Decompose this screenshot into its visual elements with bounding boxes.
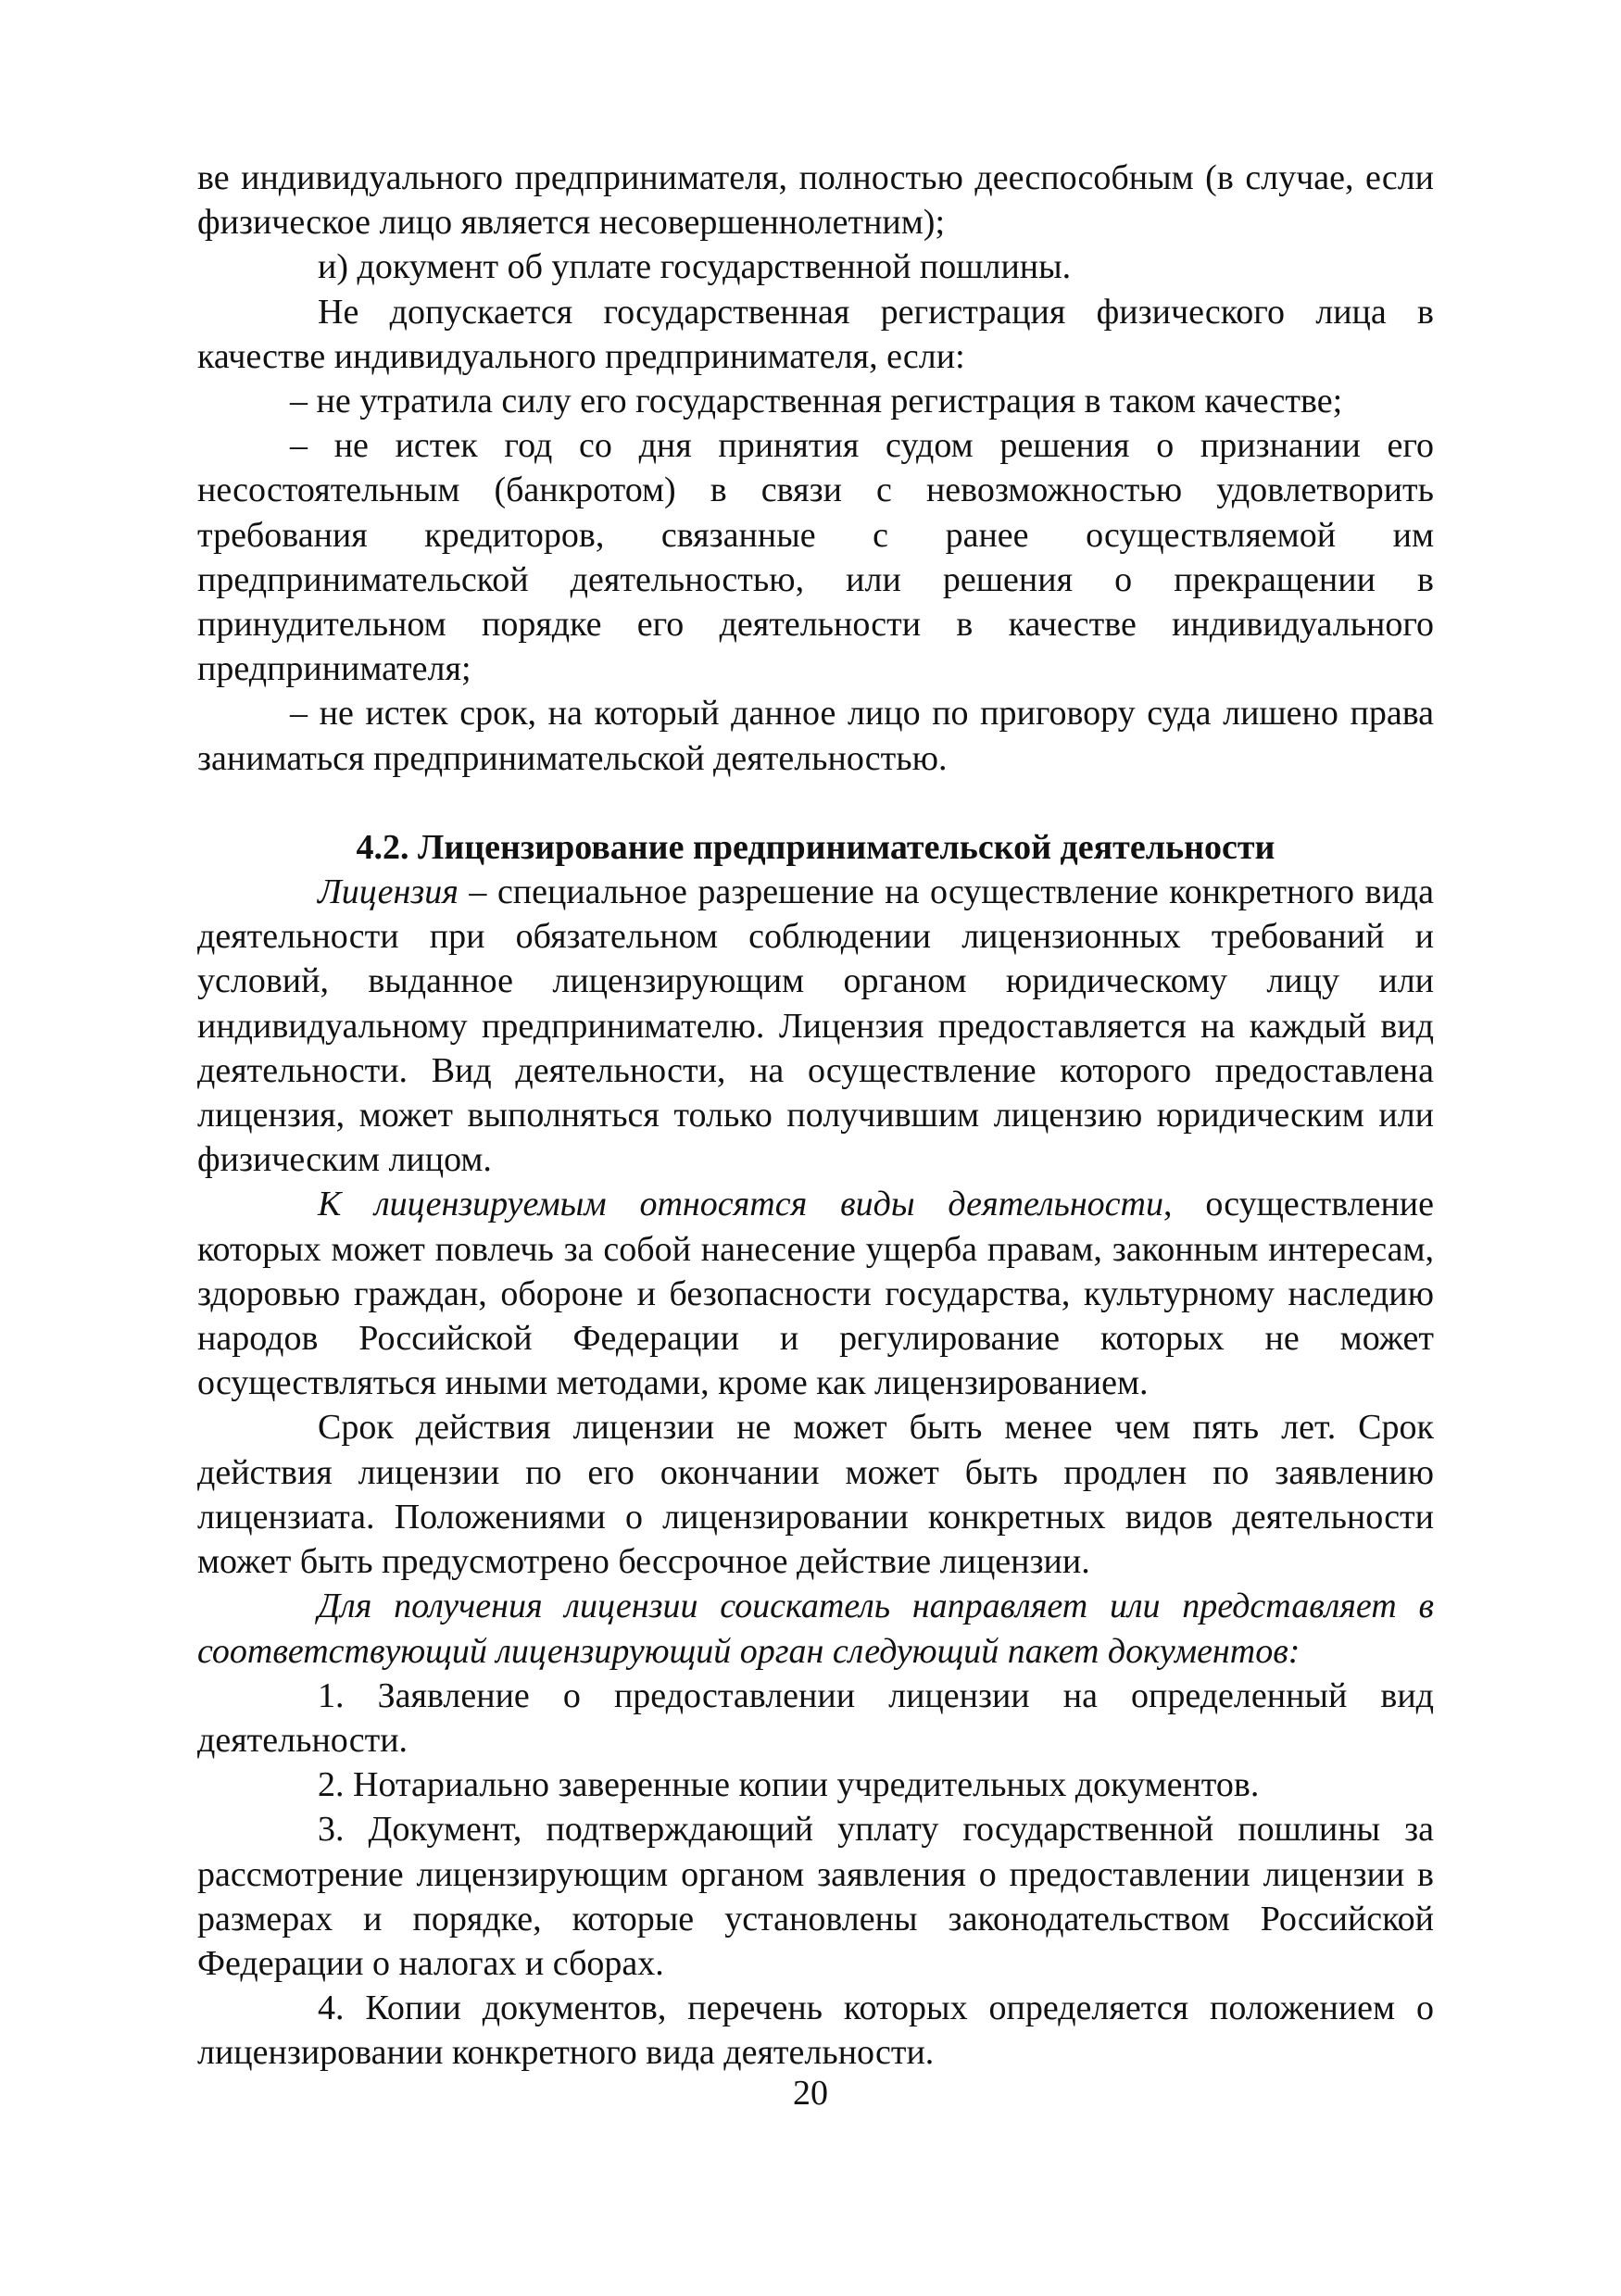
paragraph-licensed-activities — [197, 1182, 1434, 1405]
paragraph-license-definition — [197, 870, 1434, 1182]
paragraph-continuation: ве индивидуального предпринимателя, полностью дееспособным (в случае, если физическое лицо является несовершеннолетним); — [197, 158, 1434, 243]
list-item-i: и) документ об уплате государственной пошлины. — [318, 247, 1072, 287]
document-list-item: 2. Нотариально заверенные копии учредительных документов. — [318, 1765, 1260, 1805]
document-list-item: 4. Копии документов, перечень которых определяется положением о лицензировании конкретного вида деятельности. — [197, 1989, 1434, 2073]
paragraph-license-term: Срок действия лицензии не может быть менее чем пять лет. Срок действия лицензии по его окончании может быть продлен по заявлению лицензиата. Положениями о лицензировании конкретных видов деятельности может быть предусмотрено бессрочное действие лицензии. — [197, 1408, 1434, 1582]
license-definition-text: – специальное разрешение на осуществление конкретного вида деятельности при обязательном соблюдении лицензионных требований и условий, выданное лицензирующим органом юридическому лицу или индивидуальному предпринимателю. Лицензия предоставляется на каждый вид деятельности. Вид деятельности, на осуществление которого предоставлена лицензия, может выполняться только получившим лицензию юридическим или физическим лицом. — [197, 872, 1434, 1180]
page-number: 20 — [793, 2074, 828, 2113]
term-license: Лицензия — [318, 872, 459, 912]
paragraph-registration-restriction: Не допускается государственная регистрация физического лица в качестве индивидуального предпринимателя, если: — [197, 292, 1434, 376]
dash-item-2: – не истек год со дня принятия судом решения о признании его несостоятельным (банкротом) в связи с невозможностью удовлетворить требования кредиторов, связанные с ранее осуществляемой им предпринимательской деятельностью, или решения о прекращении в принудительном порядке его деятельности в качестве индивидуального предпринимателя; — [197, 426, 1434, 689]
licensed-activities-text: , осуществление которых может повлечь за собой нанесение ущерба правам, законным интересам, здоровью граждан, обороне и безопасности государства, культурному наследию народов Российской Федерации и регулирование которых не может осуществляться иными методами, кроме как лицензированием. — [197, 1185, 1434, 1403]
document-list-item: 3. Документ, подтверждающий уплату государственной пошлины за рассмотрение лицензирующим органом заявления о предоставлении лицензии в размерах и порядке, которые установлены законодательством Российской Федерации о налогах и сборах. — [197, 1810, 1434, 1983]
dash-item-1: – не утратила силу его государственная регистрация в таком качестве; — [290, 382, 1343, 421]
document-list-item: 1. Заявление о предоставлении лицензии на определенный вид деятельности. — [197, 1675, 1434, 1760]
dash-item-3: – не истек срок, на который данное лицо по приговору суда лишено права заниматься предпринимательской деятельностью. — [197, 694, 1434, 778]
paragraph-documents-intro: Для получения лицензии соискатель направляет или представляет в соответствующий лицензирующий орган следующий пакет документов: — [197, 1587, 1434, 1671]
term-licensed-activities: К лицензируемым относятся виды деятельности — [318, 1185, 1163, 1224]
section-heading: 4.2. Лицензирование предпринимательской деятельности — [356, 827, 1275, 867]
document-body — [197, 156, 1434, 2076]
